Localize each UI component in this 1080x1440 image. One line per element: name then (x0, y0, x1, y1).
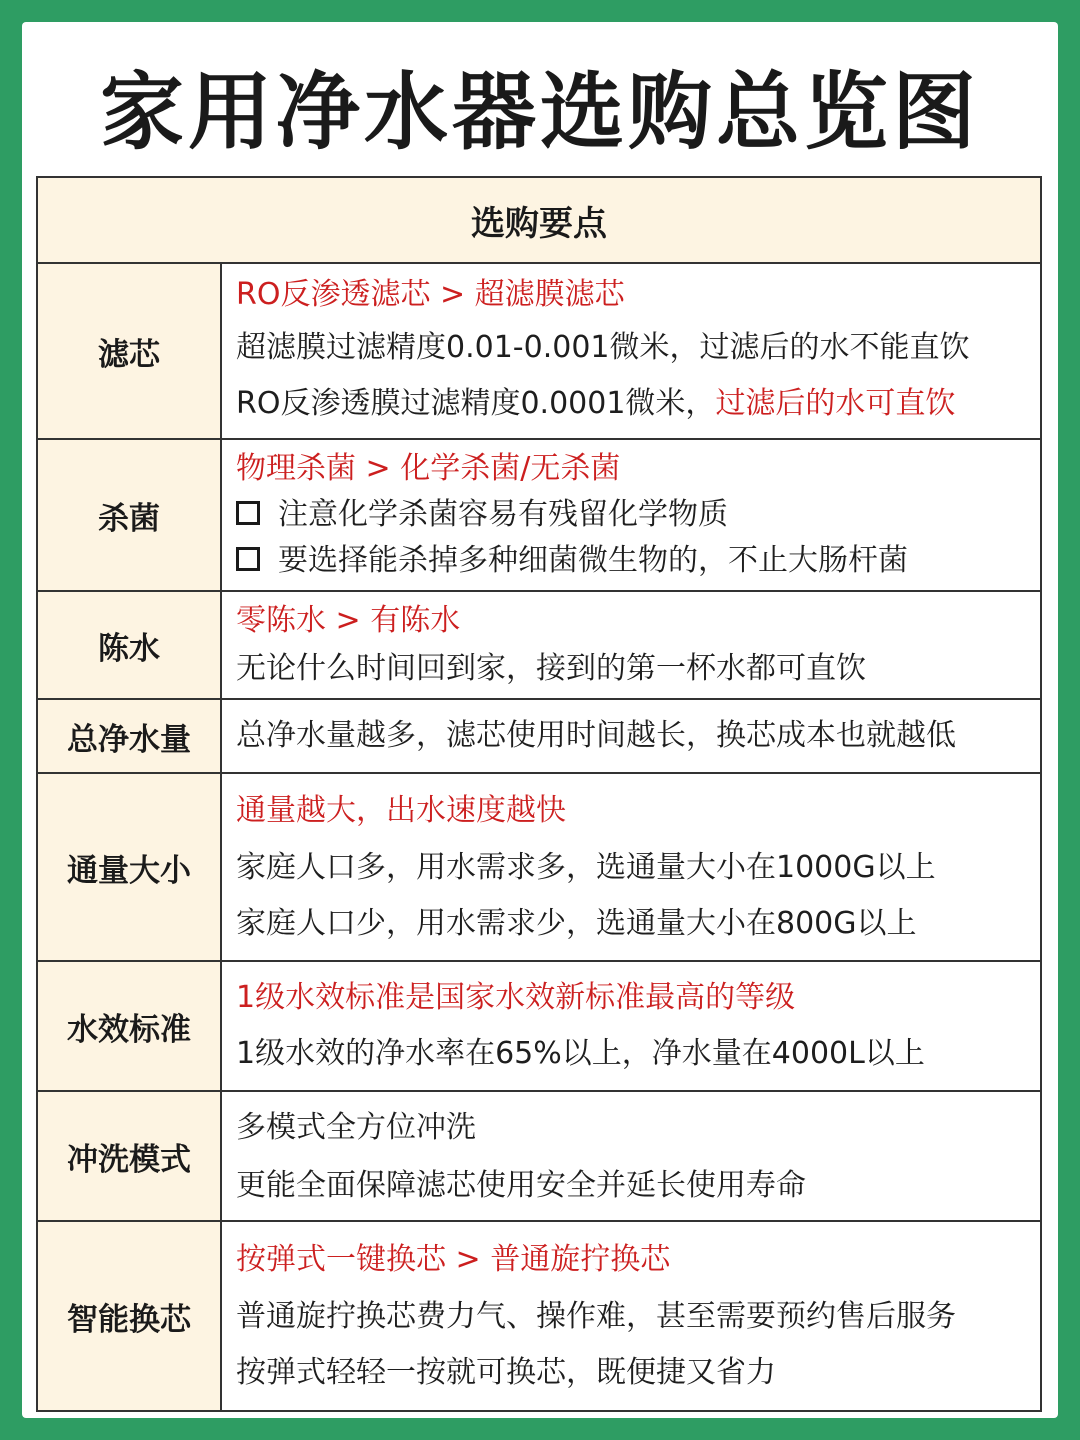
line-text: 按弹式一键换芯 > 普通旋拧换芯 (236, 1242, 671, 1277)
row-label: 冲洗模式 (38, 1092, 222, 1220)
row-content (222, 264, 1040, 438)
detail-line (236, 1026, 1040, 1082)
row-content (222, 592, 1040, 698)
row-label: 水效标准 (38, 962, 222, 1090)
highlight-line (236, 970, 1040, 1026)
checkbox-bullet-icon (236, 501, 260, 525)
detail-line (236, 1345, 1040, 1401)
detail-line (236, 840, 1040, 896)
line-text: 1级水效的净水率在65%以上，净水量在4000L以上 (236, 1036, 925, 1071)
table-row (38, 700, 1040, 774)
table-row (38, 440, 1040, 592)
row-label: 陈水 (38, 592, 222, 698)
row-content (222, 774, 1040, 960)
table-row (38, 264, 1040, 440)
row-content (222, 1092, 1040, 1220)
highlight-text: 过滤后的水可直饮 (715, 386, 956, 421)
line-text: 普通旋拧换芯费力气、操作难，甚至需要预约售后服务 (236, 1299, 956, 1334)
detail-line (236, 538, 1040, 584)
row-label: 滤芯 (38, 264, 222, 438)
table-row (38, 592, 1040, 700)
line-text: 超滤膜过滤精度0.01-0.001微米，过滤后的水不能直饮 (236, 330, 970, 365)
line-text: 更能全面保障滤芯使用安全并延长使用寿命 (236, 1168, 806, 1203)
line-text: RO反渗透滤芯 > 超滤膜滤芯 (236, 277, 625, 312)
detail-line (236, 645, 1040, 693)
line-text: 多模式全方位冲洗 (236, 1110, 476, 1145)
line-text: 零陈水 > 有陈水 (236, 603, 461, 638)
row-content (222, 962, 1040, 1090)
row-label: 总净水量 (38, 700, 222, 772)
line-text: 物理杀菌 > 化学杀菌/无杀菌 (236, 451, 621, 486)
table-row (38, 962, 1040, 1092)
line-text: 总净水量越多，滤芯使用时间越长，换芯成本也就越低 (236, 718, 956, 753)
detail-line (236, 320, 1040, 376)
highlight-line (236, 1231, 1040, 1289)
detail-line (236, 492, 1040, 538)
highlight-line (236, 597, 1040, 645)
line-text: 家庭人口少，用水需求少，选通量大小在800G以上 (236, 906, 917, 941)
row-label: 杀菌 (38, 440, 222, 590)
row-content (222, 1222, 1040, 1410)
detail-line (236, 1098, 1040, 1158)
buying-guide-table (36, 176, 1042, 1412)
highlight-line (236, 446, 1040, 492)
line-text: 通量越大，出水速度越快 (236, 793, 566, 828)
table-row (38, 774, 1040, 962)
row-label: 智能换芯 (38, 1222, 222, 1410)
row-content (222, 440, 1040, 590)
highlight-line (236, 270, 1040, 320)
detail-line (236, 710, 1040, 762)
row-label: 通量大小 (38, 774, 222, 960)
table-header: 选购要点 (38, 178, 1040, 264)
line-text: 要选择能杀掉多种细菌微生物的，不止大肠杆菌 (278, 543, 908, 578)
checkbox-bullet-icon (236, 547, 260, 571)
line-text: 按弹式轻轻一按就可换芯，既便捷又省力 (236, 1355, 776, 1390)
detail-line (236, 1289, 1040, 1345)
table-row (38, 1222, 1040, 1410)
line-text: 1级水效标准是国家水效新标准最高的等级 (236, 980, 796, 1015)
detail-line (236, 376, 1040, 432)
line-text: 无论什么时间回到家，接到的第一杯水都可直饮 (236, 651, 866, 686)
content-card (22, 22, 1058, 1418)
line-text: 家庭人口多，用水需求多，选通量大小在1000G以上 (236, 850, 936, 885)
detail-line (236, 1158, 1040, 1214)
line-text: 注意化学杀菌容易有残留化学物质 (278, 497, 728, 532)
table-row (38, 1092, 1040, 1222)
row-content (222, 700, 1040, 772)
detail-line (236, 896, 1040, 952)
highlight-line (236, 782, 1040, 840)
page-title: 家用净水器选购总览图 (99, 63, 980, 161)
line-text: RO反渗透膜过滤精度0.0001微米， (236, 386, 716, 421)
